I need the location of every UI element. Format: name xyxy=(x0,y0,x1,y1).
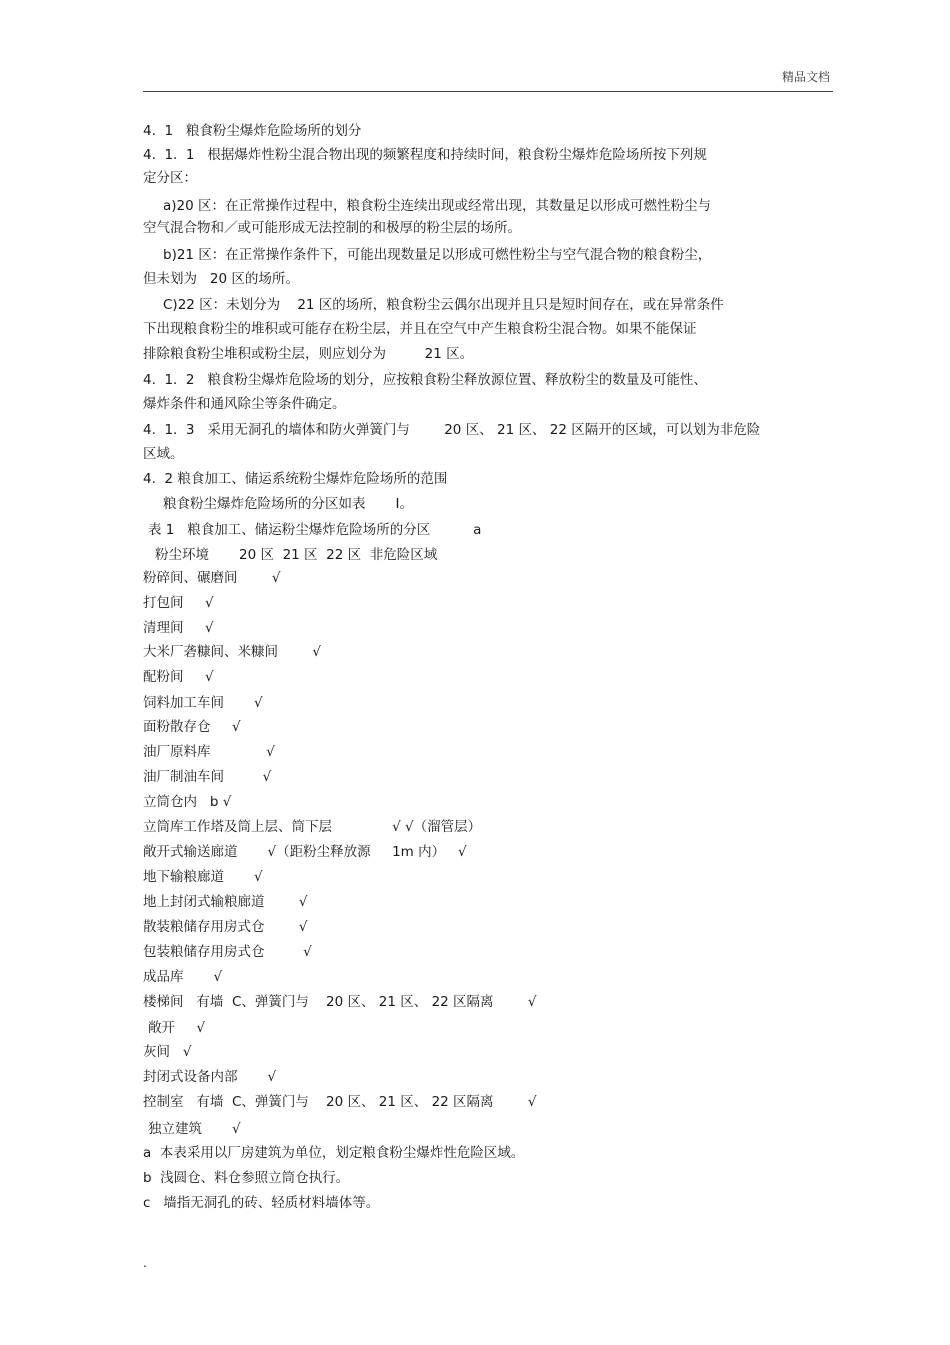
text-line: 4. 1 粮食粉尘爆炸危险场所的划分 xyxy=(143,123,362,139)
text-line: 下出现粮食粉尘的堆积或可能存在粉尘层，并且在空气中产生粮食粉尘混合物。如果不能保证 xyxy=(143,321,697,337)
text-line: 4. 1. 1 根据爆炸性粉尘混合物出现的频繁程度和持续时间，粮食粉尘爆炸危险场所按下列规 xyxy=(143,147,707,163)
text-line: 定分区： xyxy=(143,170,197,186)
text-line: 立筒仓内 b √ xyxy=(143,794,232,810)
text-line: 控制室 有墙 C、弹簧门与 20 区、 21 区、 22 区隔离 √ xyxy=(143,1094,537,1110)
text-line: 饲料加工车间 √ xyxy=(143,695,263,711)
text-line: 成品库 √ xyxy=(143,969,223,985)
page-header-label: 精品文档 xyxy=(781,70,830,84)
text-line: 地下输粮廊道 √ xyxy=(143,869,263,885)
text-line: 空气混合物和／或可能形成无法控制的和极厚的粉尘层的场所。 xyxy=(143,220,521,236)
text-line: 粮食粉尘爆炸危险场所的分区如表 I。 xyxy=(163,496,414,512)
text-line: 4. 1. 3 采用无洞孔的墙体和防火弹簧门与 20 区、 21 区、 22 区隔开的区域，可以划为非危险 xyxy=(143,422,761,438)
text-line: 油厂原料库 √ xyxy=(143,744,275,760)
text-line: 楼梯间 有墙 C、弹簧门与 20 区、 21 区、 22 区隔离 √ xyxy=(143,994,537,1010)
text-line: 包装粮储存用房式仓 √ xyxy=(143,944,312,960)
text-line: 粉碎间、碾磨间 √ xyxy=(143,570,281,586)
text-line: 独立建筑 √ xyxy=(148,1121,241,1137)
text-line: 立筒库工作塔及筒上层、筒下层 √ √（溜管层） xyxy=(143,819,482,835)
text-line: 排除粮食粉尘堆积或粉尘层，则应划分为 21 区。 xyxy=(143,346,474,362)
text-line: 4. 2 粮食加工、储运系统粉尘爆炸危险场所的范围 xyxy=(143,471,448,487)
text-line: 粉尘环境 20 区 21 区 22 区 非危险区域 xyxy=(155,547,438,563)
text-line: C)22 区：未划分为 21 区的场所，粮食粉尘云偶尔出现并且只是短时间存在，或在异常条件 xyxy=(163,297,724,313)
text-line: 灰间 √ xyxy=(143,1044,192,1060)
text-line: 4. 1. 2 粮食粉尘爆炸危险场的划分，应按粮食粉尘释放源位置、释放粉尘的数量及可能性、 xyxy=(143,372,707,388)
text-line: 表 1 粮食加工、储运粉尘爆炸危险场所的分区 a xyxy=(148,522,482,538)
text-line: 但未划为 20 区的场所。 xyxy=(143,271,299,287)
text-line: 爆炸条件和通风除尘等条件确定。 xyxy=(143,396,346,412)
text-line: b 浅圆仓、料仓参照立筒仓执行。 xyxy=(143,1170,350,1186)
text-line: 清理间 √ xyxy=(143,620,214,636)
text-line: 配粉间 √ xyxy=(143,669,214,685)
text-line: 油厂制油车间 √ xyxy=(143,769,272,785)
text-line: 打包间 √ xyxy=(143,595,214,611)
text-line: 大米厂砻糠间、米糠间 √ xyxy=(143,644,321,660)
text-line: b)21 区：在正常操作条件下，可能出现数量足以形成可燃性粉尘与空气混合物的粮食粉尘， xyxy=(163,247,712,263)
text-line: 地上封闭式输粮廊道 √ xyxy=(143,894,308,910)
text-line: 面粉散存仓 √ xyxy=(143,719,241,735)
text-line: 封闭式设备内部 √ xyxy=(143,1069,277,1085)
text-line: 敞开 √ xyxy=(148,1020,206,1036)
text-line: a)20 区：在正常操作过程中，粮食粉尘连续出现或经常出现，其数量足以形成可燃性粉尘与 xyxy=(163,198,712,214)
footer-mark: . xyxy=(143,1256,147,1270)
text-line: 散装粮储存用房式仓 √ xyxy=(143,919,308,935)
text-line: 区域。 xyxy=(143,446,184,462)
text-line: 敞开式输送廊道 √（距粉尘释放源 1m 内） √ xyxy=(143,844,467,860)
header-divider xyxy=(143,91,833,92)
text-line: c 墙指无洞孔的砖、轻质材料墙体等。 xyxy=(143,1195,380,1211)
text-line: a 本表采用以厂房建筑为单位，划定粮食粉尘爆炸性危险区域。 xyxy=(143,1145,525,1161)
